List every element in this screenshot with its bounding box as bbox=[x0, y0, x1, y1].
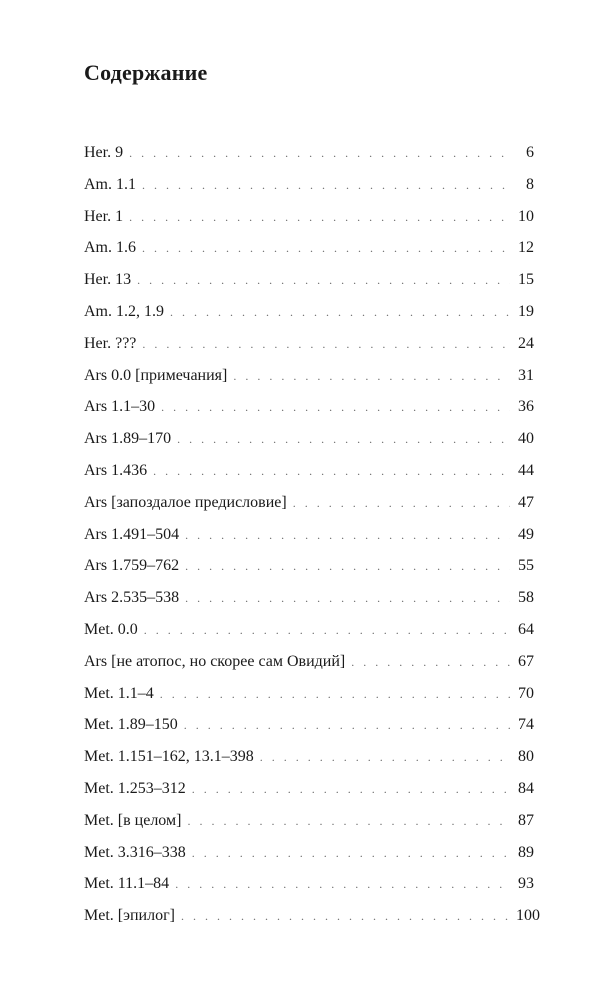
dot-leader bbox=[192, 838, 510, 870]
toc-entry bbox=[84, 550, 534, 582]
toc-entry-page: 93 bbox=[518, 875, 534, 893]
dot-leader bbox=[160, 679, 510, 711]
dot-leader bbox=[185, 583, 510, 615]
toc-entry bbox=[84, 582, 534, 614]
toc-entry bbox=[84, 328, 534, 360]
toc-entry-label: Am. 1.2, 1.9 bbox=[84, 302, 164, 320]
toc-entry bbox=[84, 201, 534, 233]
toc-entry-label: Met. 1.253–312 bbox=[84, 779, 186, 797]
toc-entry-label: Ars 0.0 [примечания] bbox=[84, 366, 228, 384]
dot-leader bbox=[185, 551, 510, 583]
dot-leader bbox=[293, 488, 510, 520]
dot-leader bbox=[142, 233, 510, 265]
dot-leader bbox=[181, 901, 510, 933]
toc-entry bbox=[84, 137, 534, 169]
toc-entry-page: 12 bbox=[518, 239, 534, 257]
dot-leader bbox=[187, 806, 510, 838]
toc-entry-label: Ars 1.89–170 bbox=[84, 430, 172, 448]
dot-leader bbox=[144, 615, 510, 647]
toc-entry bbox=[84, 391, 534, 423]
toc-entry-page: 47 bbox=[518, 493, 534, 511]
toc-entry-label: Met. 11.1–84 bbox=[84, 875, 170, 893]
toc-entry-label: Ars [не атопос, но скорее сам Овидий] bbox=[84, 652, 346, 670]
dot-leader bbox=[233, 361, 510, 393]
toc-entry-label: Met. 3.316–338 bbox=[84, 843, 186, 861]
dot-leader bbox=[192, 774, 510, 806]
toc-entry-page: 58 bbox=[518, 589, 534, 607]
toc-entry bbox=[84, 900, 540, 932]
toc-entry bbox=[84, 455, 534, 487]
toc-entry bbox=[84, 837, 534, 869]
toc-entry-page: 10 bbox=[518, 207, 534, 225]
toc-entry bbox=[84, 487, 534, 519]
toc-entry-label: Met. 1.89–150 bbox=[84, 716, 178, 734]
toc-entry-page: 6 bbox=[526, 144, 534, 161]
toc-entry-page: 8 bbox=[526, 175, 534, 193]
dot-leader bbox=[142, 329, 510, 361]
toc-entry bbox=[84, 232, 534, 264]
dot-leader bbox=[142, 170, 510, 202]
toc-entry-page: 70 bbox=[518, 684, 534, 702]
page-title: Содержание bbox=[84, 60, 208, 85]
dot-leader bbox=[175, 869, 510, 901]
toc-entry-page: 80 bbox=[518, 748, 534, 766]
toc-entry-label: Met. 1.1–4 bbox=[84, 684, 154, 702]
dot-leader bbox=[129, 202, 510, 234]
dot-leader bbox=[153, 456, 510, 488]
toc-entry bbox=[84, 264, 534, 296]
dot-leader bbox=[129, 138, 510, 170]
toc-entry-label: Ars [запоздалое предисловие] bbox=[84, 493, 287, 511]
toc-entry bbox=[84, 614, 534, 646]
toc-entry-label: Am. 1.6 bbox=[84, 239, 136, 257]
toc-entry bbox=[84, 360, 534, 392]
toc-entry-label: Her. 1 bbox=[84, 207, 124, 225]
dot-leader bbox=[184, 710, 510, 742]
toc-entry-page: 87 bbox=[518, 811, 534, 829]
toc-entry-page: 19 bbox=[518, 302, 534, 320]
toc-entry bbox=[84, 296, 534, 328]
toc-entry bbox=[84, 868, 534, 900]
toc-entry bbox=[84, 805, 534, 837]
table-of-contents bbox=[84, 137, 540, 932]
toc-entry-label: Her. 9 bbox=[84, 144, 124, 161]
toc-entry bbox=[84, 169, 534, 201]
toc-entry-label: Ars 2.535–538 bbox=[84, 589, 180, 607]
toc-entry bbox=[84, 709, 534, 741]
toc-entry-page: 67 bbox=[518, 652, 534, 670]
toc-entry-page: 31 bbox=[518, 366, 534, 384]
toc-entry-label: Ars 1.1–30 bbox=[84, 398, 156, 416]
toc-entry bbox=[84, 646, 534, 678]
toc-entry-page: 44 bbox=[518, 461, 534, 479]
toc-entry bbox=[84, 741, 534, 773]
toc-entry-label: Met. [в целом] bbox=[84, 811, 182, 829]
dot-leader bbox=[177, 424, 510, 456]
toc-entry bbox=[84, 423, 534, 455]
toc-entry-page: 36 bbox=[518, 398, 534, 416]
toc-entry-page: 74 bbox=[518, 716, 534, 734]
dot-leader bbox=[351, 647, 510, 679]
toc-entry-page: 100 bbox=[516, 907, 540, 925]
toc-entry-page: 24 bbox=[518, 334, 534, 352]
dot-leader bbox=[170, 297, 510, 329]
toc-entry-label: Ars 1.759–762 bbox=[84, 557, 180, 575]
toc-entry-label: Am. 1.1 bbox=[84, 175, 136, 193]
toc-entry bbox=[84, 773, 534, 805]
toc-entry-label: Her. ??? bbox=[84, 334, 137, 352]
toc-entry-label: Ars 1.436 bbox=[84, 461, 148, 479]
toc-entry bbox=[84, 519, 534, 551]
toc-entry-page: 84 bbox=[518, 779, 534, 797]
toc-entry-page: 15 bbox=[518, 271, 534, 289]
dot-leader bbox=[161, 392, 510, 424]
toc-entry-label: Met. [эпилог] bbox=[84, 907, 175, 925]
toc-entry-page: 49 bbox=[518, 525, 534, 543]
toc-entry-page: 64 bbox=[518, 620, 534, 638]
dot-leader bbox=[260, 742, 510, 774]
toc-entry bbox=[84, 678, 534, 710]
toc-entry-label: Her. 13 bbox=[84, 271, 132, 289]
toc-entry-page: 55 bbox=[518, 557, 534, 575]
toc-entry-label: Met. 0.0 bbox=[84, 620, 138, 638]
toc-entry-page: 40 bbox=[518, 430, 534, 448]
dot-leader bbox=[185, 520, 510, 552]
dot-leader bbox=[137, 265, 510, 297]
toc-entry-label: Met. 1.151–162, 13.1–398 bbox=[84, 748, 254, 766]
toc-entry-page: 89 bbox=[518, 843, 534, 861]
toc-entry-label: Ars 1.491–504 bbox=[84, 525, 180, 543]
